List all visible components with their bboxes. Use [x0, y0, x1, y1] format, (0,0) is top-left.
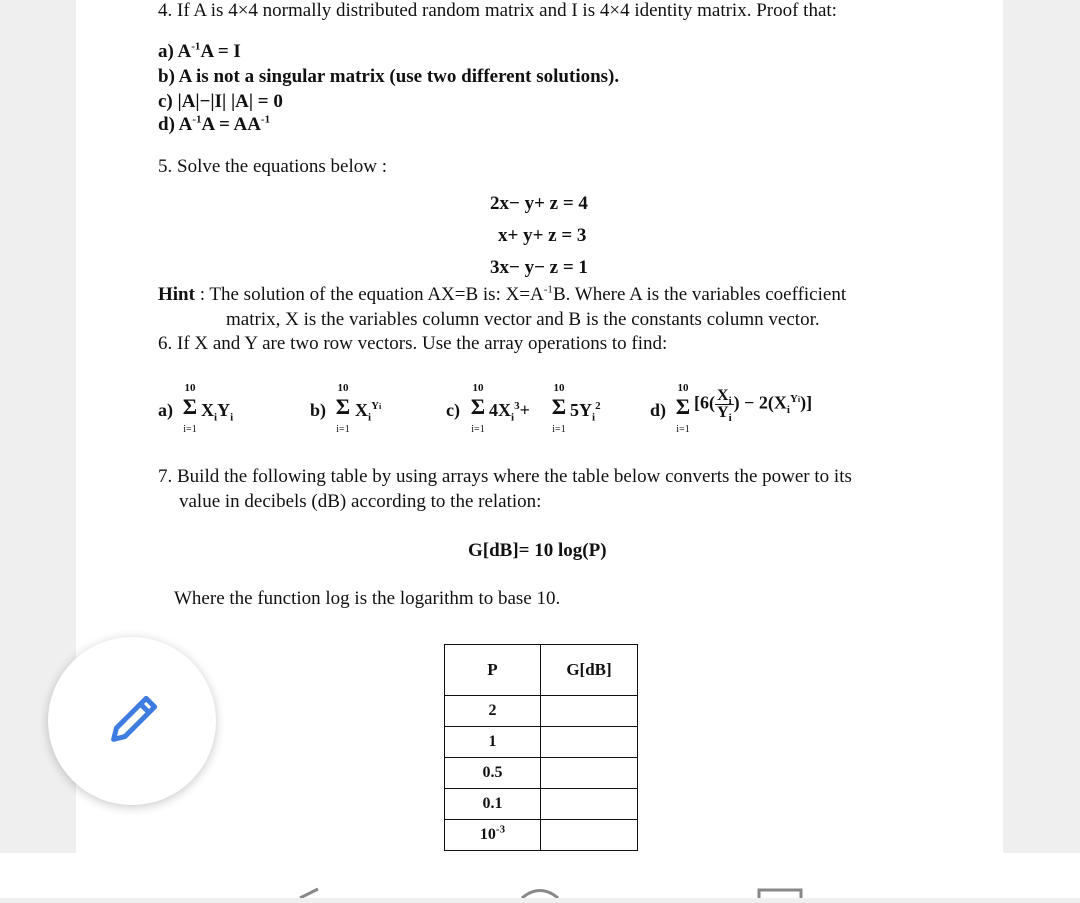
q4-d-label: d) — [158, 114, 175, 135]
header-gdb: G[dB] — [541, 645, 638, 696]
sum-lower: i=1 — [552, 424, 566, 435]
home-icon — [522, 891, 558, 899]
sum-lower: i=1 — [471, 424, 485, 435]
sum-lower: i=1 — [183, 424, 197, 435]
summation-b: 10 Σ i=1 — [334, 382, 352, 438]
cell-gdb — [541, 789, 638, 820]
q6-item-c: c) 10 Σ i=1 $4X_i^3+$ 10 Σ i=1 $5Y_i^2$ — [446, 382, 636, 438]
recents-icon — [759, 890, 801, 898]
where-text: Where the function log is the logarithm to base 10. — [174, 588, 561, 609]
q4-c: c) |A|−|I| |A| = 0 — [158, 91, 283, 112]
power-exponent: -3 — [495, 823, 506, 836]
table-header-row — [445, 645, 638, 696]
q6-c-label: c) — [446, 400, 460, 420]
q5-title: 5. Solve the equations below : — [158, 156, 388, 177]
q4-b: b) A is not a singular matrix (use two different solutions). — [158, 66, 620, 87]
q6-b-label: b) — [310, 400, 327, 420]
q6-item-d: d) 10 Σ i=1 [6( $\frac{X_i}{Y_i}$ ) − $2(X_i^{Yi})$] — [650, 382, 860, 438]
hint-text-b: B. Where A is the variables coefficient — [552, 284, 847, 305]
hint-label: Hint — [158, 284, 195, 305]
q4-a-label: a) — [158, 41, 174, 62]
navigation-bar — [0, 853, 1080, 898]
q4-a: a) $A^{-1}A = I$ — [158, 40, 241, 62]
back-icon — [300, 889, 318, 898]
q6-title: 6. If X and Y are two row vectors. Use the array operations to find: — [158, 333, 668, 354]
cell-gdb — [541, 727, 638, 758]
q6-item-a: a) 10 Σ i=1 $X_iY_i$ — [158, 382, 258, 438]
power-db-table — [444, 644, 638, 851]
q6-d-label: d) — [650, 400, 667, 420]
sum-upper: 10 — [184, 382, 196, 394]
summation-c2: 10 Σ i=1 — [550, 382, 568, 438]
cell-p: 2 — [445, 696, 541, 727]
q6-a-label: a) — [158, 400, 173, 420]
hint-text-a: : The solution of the equation AX=B is: X=A — [194, 284, 544, 305]
cell-gdb — [541, 820, 638, 851]
header-p: P — [445, 645, 541, 696]
hint-line-1: Hint : The solution of the equation AX=B is: $X=A^{-1}B$. Where A is the variables coefficient — [158, 283, 847, 305]
nav-icons — [0, 853, 1080, 898]
q7-line-2: value in decibels (dB) according to the relation: — [179, 491, 542, 512]
cell-p: 1 — [445, 727, 541, 758]
sum-upper: 10 — [553, 382, 565, 394]
sum-upper: 10 — [337, 382, 349, 394]
sum-lower: i=1 — [676, 424, 690, 435]
q4-title: 4. If A is 4×4 normally distributed random matrix and I is 4×4 identity matrix. Proof that: — [158, 0, 837, 21]
cell-p: 0.1 — [445, 789, 541, 820]
equation-2: x+ y+ z = 3 — [498, 225, 587, 246]
q4-d: d) $A^{-1}A = AA^{-1}$ — [158, 113, 271, 135]
summation-d: 10 Σ i=1 — [674, 382, 692, 438]
table-row — [445, 727, 638, 758]
table-row — [445, 758, 638, 789]
table-row — [445, 820, 638, 851]
table-row — [445, 789, 638, 820]
summation-a: 10 Σ i=1 — [181, 382, 199, 438]
cell-gdb — [541, 696, 638, 727]
cell-p: 0.5 — [445, 758, 541, 789]
pencil-icon — [102, 691, 162, 751]
equation-3: 3x− y− z = 1 — [490, 257, 588, 278]
cell-gdb — [541, 758, 638, 789]
sum-upper: 10 — [677, 382, 689, 394]
q6-item-b: b) 10 Σ i=1 $X_i^{Yi}$ — [310, 382, 410, 438]
edit-button[interactable] — [48, 637, 216, 805]
hint-line-2: matrix, X is the variables column vector and B is the constants column vector. — [226, 309, 820, 330]
formula: G[dB]= 10 log(P) — [468, 540, 607, 561]
power-base: 10 — [479, 826, 496, 843]
equation-1: 2x− y+ z = 4 — [490, 193, 588, 214]
cell-p — [445, 820, 541, 851]
sum-lower: i=1 — [336, 424, 350, 435]
summation-c1: 10 Σ i=1 — [469, 382, 487, 438]
q7-line-1: 7. Build the following table by using arrays where the table below converts the power to its — [158, 466, 852, 487]
sum-upper: 10 — [472, 382, 484, 394]
table-row — [445, 696, 638, 727]
